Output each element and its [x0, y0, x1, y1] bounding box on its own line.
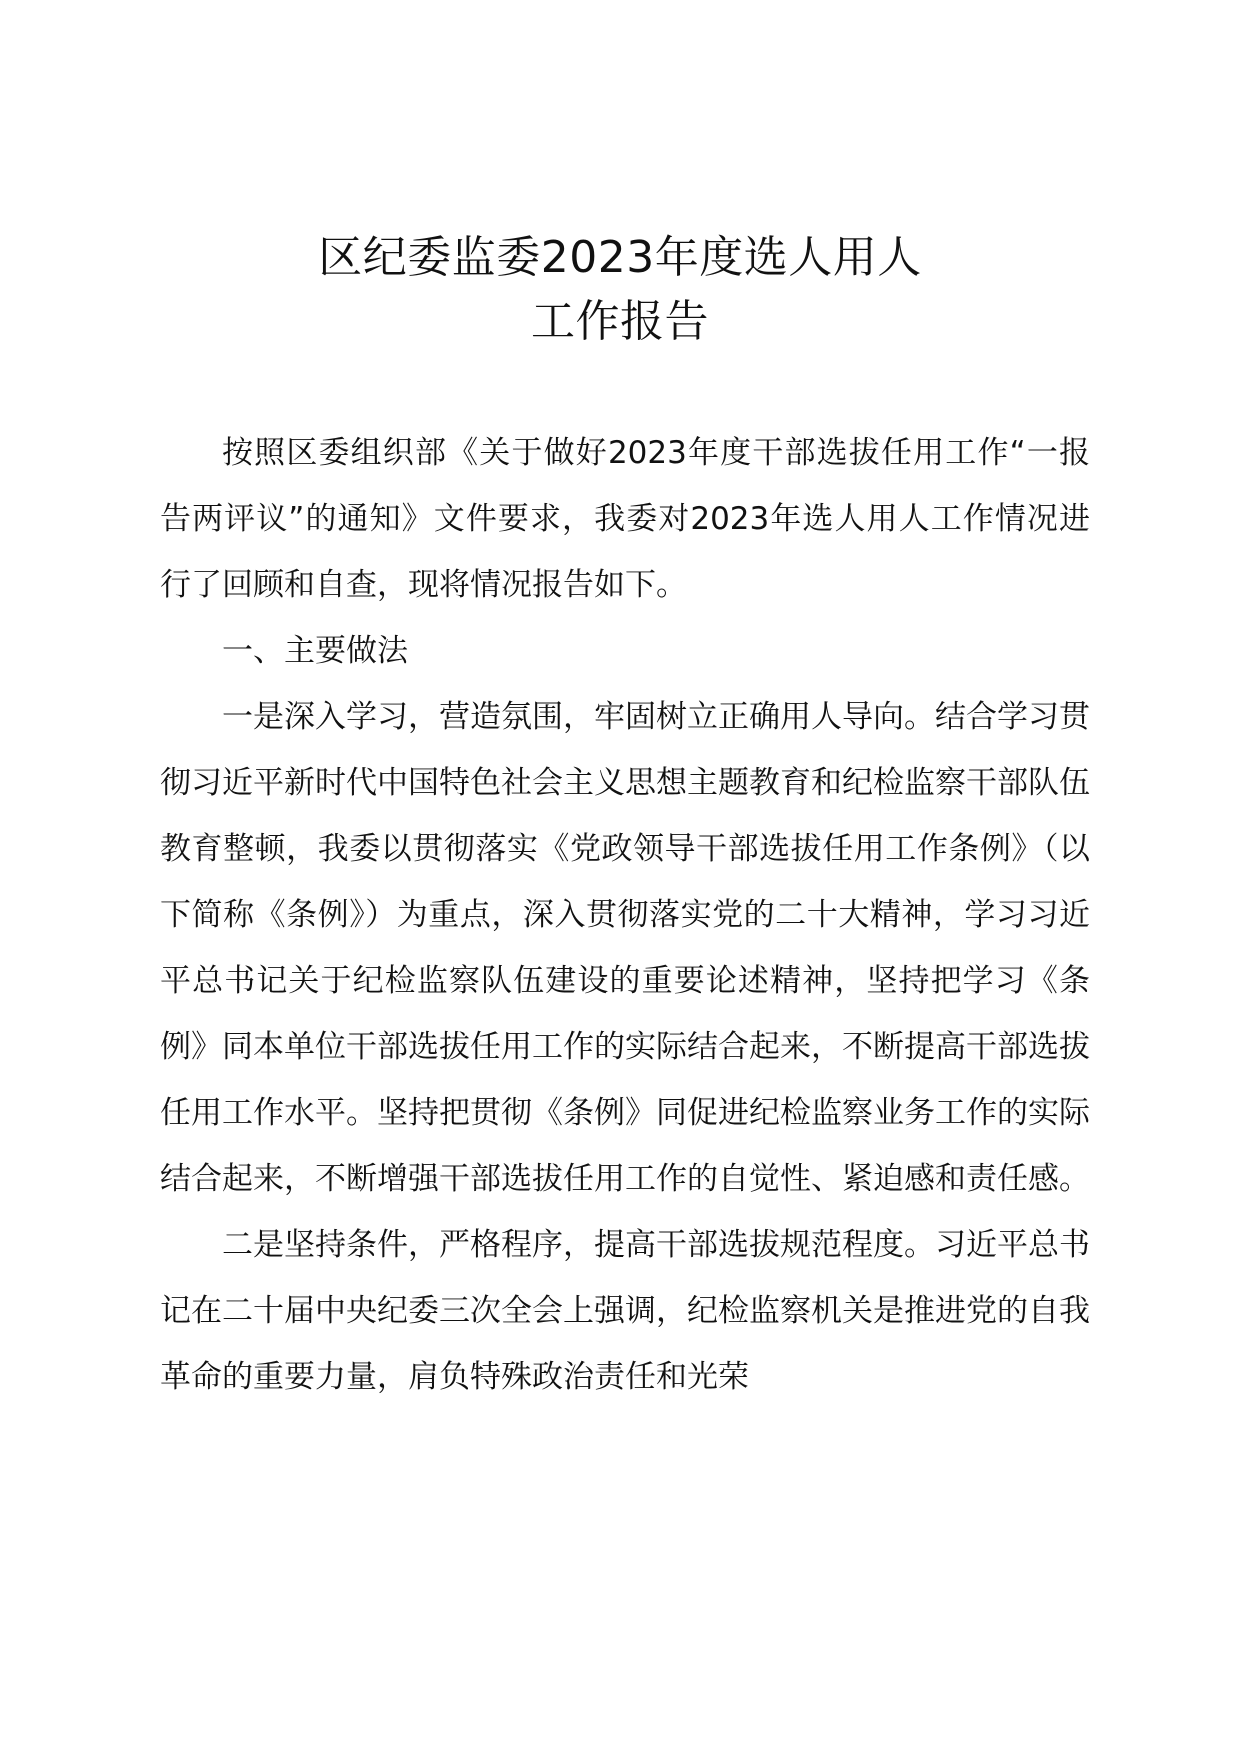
paragraph-intro: 按照区委组织部《关于做好2023年度干部选拔任用工作“一报告两评议”的通知》文件要求，我委对2023年选人用人工作情况进行了回顾和自查，现将情况报告如下。: [160, 435, 1090, 603]
paragraph-study: 一是深入学习，营造氛围，牢固树立正确用人导向。结合学习贯彻习近平新时代中国特色社会主义思想主题教育和纪检监察干部队伍教育整顿，我委以贯彻落实《党政领导干部选拔任用工作条例》（以下简称《条例》）为重点，深入贯彻落实党的二十大精神，学习习近平总书记关于纪检监察队伍建设的重要论述精神，坚持把学习《条例》同本单位干部选拔任用工作的实际结合起来，不断提高干部选拔任用工作水平。坚持把贯彻《条例》同促进纪检监察业务工作的实际结合起来，不断增强干部选拔任用工作的自觉性、紧迫感和责任感。: [160, 699, 1090, 1197]
document-body: [160, 420, 1090, 1410]
paragraph-conditions: 二是坚持条件，严格程序，提高干部选拔规范程度。习近平总书记在二十届中央纪委三次全会上强调，纪检监察机关是推进党的自我革命的重要力量，肩负特殊政治责任和光荣: [160, 1227, 1090, 1395]
document-title-line-2: 工作报告: [531, 296, 709, 347]
section-heading-main-practices: 一、主要做法: [222, 633, 408, 669]
document-title-line-1: 区纪委监委2023年度选人用人: [318, 232, 922, 283]
